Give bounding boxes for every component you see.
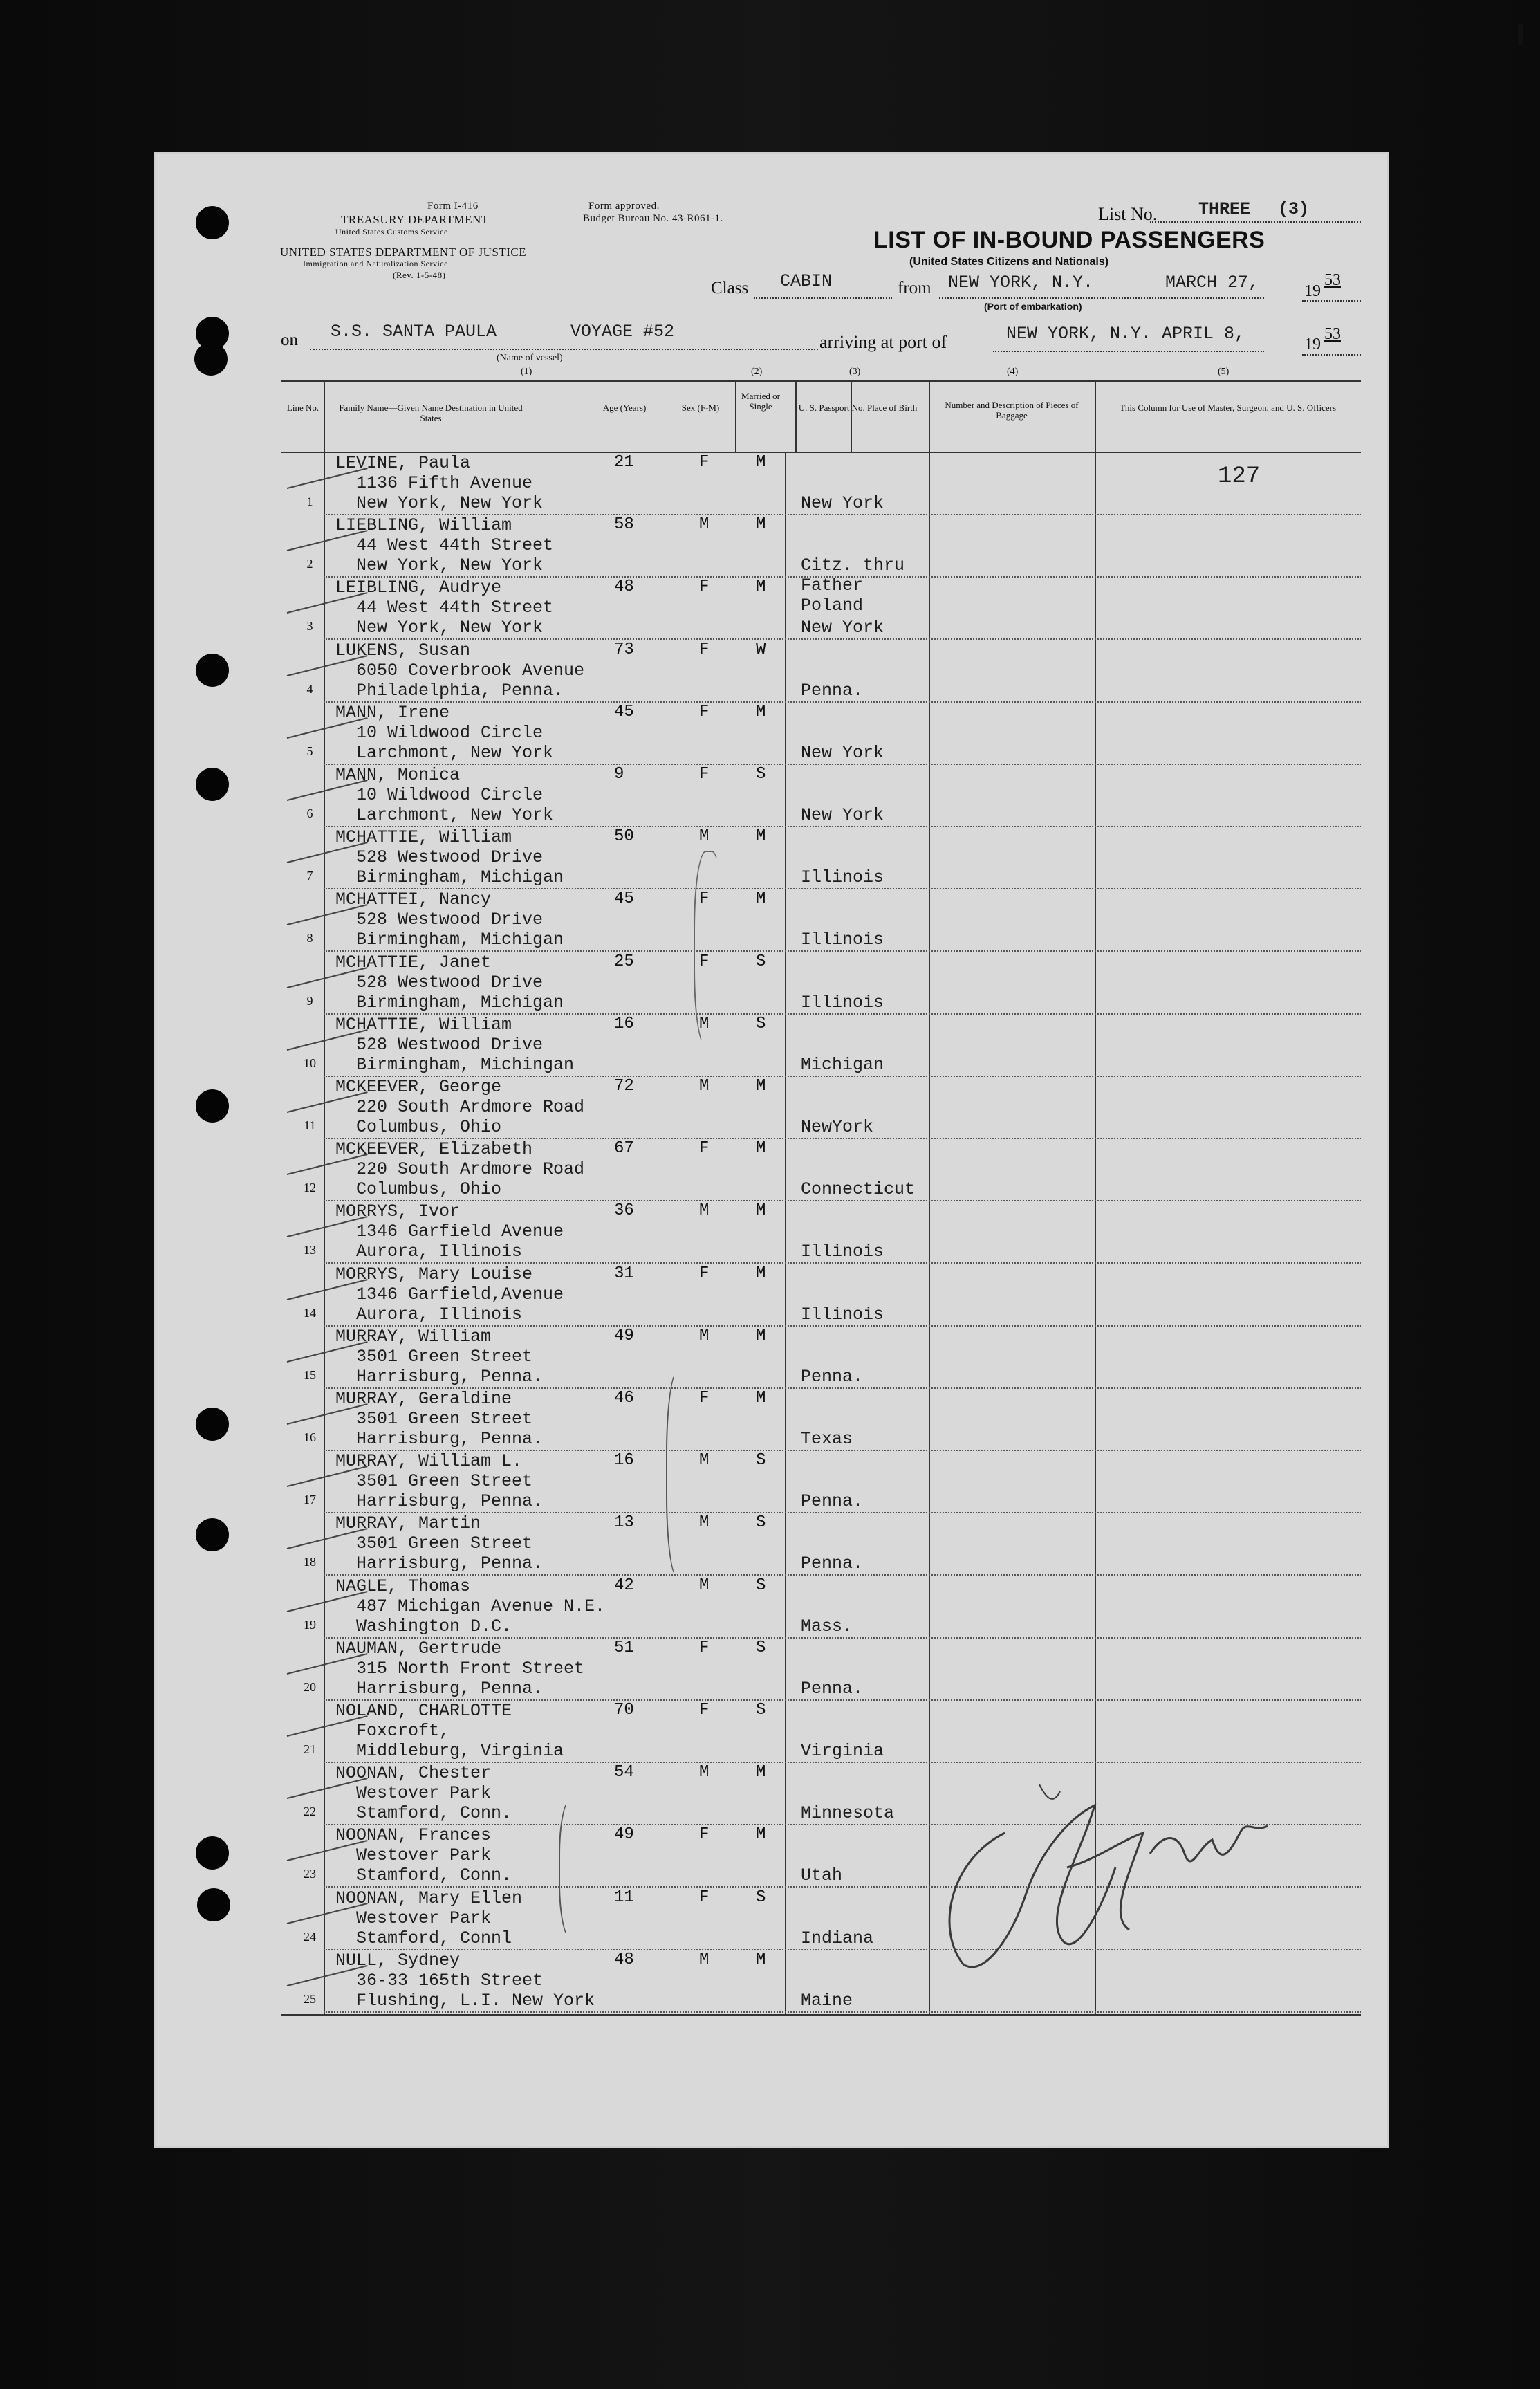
passenger-birthplace: Minnesota [801,1803,895,1824]
passenger-name: MURRAY, William L. [335,1451,523,1472]
passenger-marital-status: S [756,765,766,784]
passenger-address-city: Stamford, Conn. [356,1865,512,1886]
from-year-line [1302,299,1361,302]
passenger-sex: F [699,1701,709,1719]
passenger-age: 25 [614,952,634,971]
passenger-address-street: 528 Westwood Drive [356,1034,544,1055]
passenger-marital-status: S [756,1576,766,1595]
passenger-address-street: Foxcroft, [356,1721,450,1741]
voyage-number: VOYAGE #52 [570,322,675,342]
passenger-birthplace-3: Poland [801,596,864,616]
passenger-name: MCKEEVER, Elizabeth [335,1139,533,1160]
list-no-label: List No. [1098,204,1158,224]
col-number-2: (2) [751,367,763,377]
punch-hole [196,1518,229,1551]
row-line-number: 1 [306,495,313,508]
passenger-list-page [154,152,1389,2148]
punch-hole [196,1089,229,1123]
row-separator [324,764,1361,765]
passenger-marital-status: W [756,640,766,659]
passenger-age: 31 [614,1264,634,1283]
passenger-age: 13 [614,1513,634,1533]
header-name: Family Name—Given Name Destination in United States [339,403,523,423]
row-line-number: 23 [304,1867,316,1881]
passenger-address-street: 220 South Ardmore Road [356,1097,585,1117]
from-label: from [898,279,931,297]
passenger-name: MCHATTIE, Janet [335,952,492,972]
passenger-age: 54 [614,1763,634,1782]
passenger-address-street: 220 South Ardmore Road [356,1159,585,1180]
passenger-birthplace: Illinois [801,1304,884,1325]
passenger-name: LEIBLING, Audrye [335,578,502,598]
passenger-address-city: Harrisburg, Penna. [356,1491,544,1512]
passenger-sex: F [699,952,709,971]
row-line-number: 18 [304,1555,316,1569]
passenger-sex: M [699,1201,709,1221]
row-separator [324,1574,1361,1576]
passenger-address-street: 528 Westwood Drive [356,972,544,993]
col-number-4: (4) [1007,367,1019,377]
passenger-age: 49 [614,1825,634,1845]
row-line-number: 20 [304,1679,316,1694]
col-divider [324,382,325,2015]
passenger-address-city: Larchmont, New York [356,805,554,825]
passenger-birthplace: Illinois [801,1242,884,1262]
passenger-marital-status: S [756,1014,766,1033]
passenger-age: 58 [614,515,634,535]
passenger-name: MCHATTEI, Nancy [335,889,492,910]
passenger-birthplace: Michigan [801,1054,884,1075]
row-line-number: 25 [304,1991,316,2006]
passenger-address-city: New York, New York [356,493,544,513]
passenger-marital-status: M [756,827,766,847]
pencil-bracket [666,1369,696,1580]
passenger-name: NOONAN, Chester [335,1763,492,1784]
passenger-address-city: Stamford, Connl [356,1928,512,1948]
list-no-value: THREE [1198,199,1251,219]
passenger-address-street: 3501 Green Street [356,1471,533,1492]
passenger-sex: F [699,453,709,472]
passenger-birthplace: New York [801,493,884,513]
row-line-number: 14 [304,1305,316,1320]
passenger-age: 73 [614,640,634,659]
passenger-name: MCHATTIE, William [335,827,512,848]
vessel-name: S.S. SANTA PAULA [331,322,497,342]
passenger-age: 45 [614,702,634,721]
passenger-address-city: Larchmont, New York [356,742,554,763]
passenger-birthplace: Illinois [801,867,884,888]
passenger-birthplace: Indiana [801,1928,874,1948]
pencil-bracket [559,1798,589,1939]
row-separator [324,701,1361,703]
passenger-marital-status: S [756,1701,766,1719]
row-line-number: 17 [304,1493,316,1507]
col-divider [735,382,736,452]
passenger-address-street: 10 Wildwood Circle [356,722,544,743]
header-line-no: Line No. [286,403,319,413]
passenger-age: 51 [614,1638,634,1657]
dept-treasury-sub: United States Customs Service [335,227,448,237]
passenger-address-city: Aurora, Illinois [356,1242,523,1262]
punch-hole [196,1408,229,1441]
passenger-sex: M [699,515,709,535]
passenger-age: 16 [614,1014,634,1033]
dept-treasury: TREASURY DEPARTMENT [341,213,489,226]
col-number-3: (3) [849,367,861,377]
passenger-birthplace: New York [801,805,884,825]
passenger-address-street: 315 North Front Street [356,1658,585,1679]
arriving-year-prefix: 19 [1304,335,1321,353]
vessel-line [310,347,818,350]
passenger-name: MANN, Irene [335,702,450,723]
passenger-marital-status: S [756,952,766,971]
form-approved: Form approved. [588,201,660,212]
passenger-marital-status: M [756,1077,766,1096]
passenger-sex: M [699,1763,709,1782]
passenger-sex: F [699,889,709,909]
passenger-birthplace: New York [801,618,884,638]
passenger-name: MURRAY, Geraldine [335,1389,512,1409]
header-age: Age (Years) [602,403,647,413]
passenger-address-city: Columbus, Ohio [356,1179,502,1200]
passenger-address-city: Birmingham, Michigan [356,867,564,888]
passenger-birthplace: NewYork [801,1117,874,1137]
passenger-address-city: Birmingham, Michigan [356,992,564,1013]
passenger-address-street: 1346 Garfield,Avenue [356,1284,564,1304]
passenger-marital-status: M [756,1264,766,1283]
passenger-sex: F [699,640,709,659]
row-line-number: 11 [304,1118,316,1132]
passenger-birthplace: Penna. [801,1491,864,1512]
passenger-age: 42 [614,1576,634,1595]
passenger-address-city: Harrisburg, Penna. [356,1429,544,1449]
passenger-address-city: Washington D.C. [356,1616,512,1636]
passenger-marital-status: M [756,1950,766,1969]
punch-hole [196,1836,229,1870]
from-port: NEW YORK, N.Y. [948,273,1094,293]
passenger-birthplace: Penna. [801,1553,864,1574]
passenger-name: NULL, Sydney [335,1950,461,1971]
arriving-year: 53 [1324,325,1341,343]
dept-justice-sub: Immigration and Naturalization Service [303,259,448,268]
passenger-marital-status: M [756,889,766,909]
passenger-address-city: Harrisburg, Penna. [356,1553,544,1574]
arriving-label: arriving at port of [819,332,947,352]
passenger-sex: F [699,1264,709,1283]
passenger-address-street: Westover Park [356,1845,492,1866]
passenger-marital-status: M [756,578,766,597]
row-line-number: 8 [306,931,313,946]
from-year: 53 [1324,271,1341,289]
passenger-address-street: 3501 Green Street [356,1533,533,1554]
class-line [754,296,892,299]
passenger-marital-status: S [756,1451,766,1470]
passenger-address-city: New York, New York [356,618,544,638]
arriving-line [993,349,1264,352]
passenger-name: MURRAY, Martin [335,1513,481,1534]
header-passport: U. S. Passport No. Place of Birth [798,403,918,413]
passenger-sex: M [699,1451,709,1470]
passenger-birthplace-2: Father [801,575,864,596]
passenger-sex: M [699,1077,709,1096]
passenger-sex: M [699,1326,709,1345]
passenger-address-city: Middleburg, Virginia [356,1741,564,1761]
row-line-number: 7 [306,869,313,883]
passenger-age: 49 [614,1326,634,1345]
row-line-number: 4 [306,681,313,696]
row-line-number: 21 [304,1742,316,1756]
page-count-annotation: 127 [1218,463,1261,490]
punch-hole [196,768,229,801]
passenger-sex: M [699,1576,709,1595]
punch-hole [194,342,228,376]
passenger-age: 36 [614,1201,634,1221]
passenger-birthplace: Utah [801,1865,843,1886]
passenger-age: 70 [614,1701,634,1719]
passenger-birthplace: Citz. thru [801,555,905,576]
passenger-age: 16 [614,1451,634,1470]
passenger-sex: F [699,702,709,721]
passenger-sex: F [699,1389,709,1408]
passenger-sex: F [699,1638,709,1657]
passenger-name: NOONAN, Frances [335,1825,492,1846]
passenger-age: 72 [614,1077,634,1096]
passenger-address-city: New York, New York [356,555,544,576]
punch-hole [197,1888,230,1921]
passenger-sex: F [699,765,709,784]
passenger-address-city: Harrisburg, Penna. [356,1678,544,1699]
passenger-sex: M [699,1014,709,1033]
passenger-name: MORRYS, Mary Louise [335,1264,533,1284]
passenger-marital-status: M [756,1763,766,1782]
page-title: LIST OF IN-BOUND PASSENGERS [873,227,1265,253]
passenger-age: 21 [614,453,634,472]
passenger-name: MCKEEVER, George [335,1077,502,1097]
from-line [939,296,1264,299]
passenger-name: MANN, Monica [335,765,461,785]
passenger-name: NOONAN, Mary Ellen [335,1888,523,1908]
passenger-marital-status: M [756,453,766,472]
passenger-address-city: Flushing, L.I. New York [356,1990,595,2011]
passenger-birthplace: Maine [801,1990,853,2011]
passenger-name: MORRYS, Ivor [335,1201,461,1222]
passenger-name: LIEBLING, William [335,515,512,536]
passenger-marital-status: M [756,1825,766,1845]
col-number-5: (5) [1218,367,1230,377]
passenger-address-city: Birmingham, Michingan [356,1054,575,1075]
passenger-sex: M [699,827,709,847]
passenger-address-city: Columbus, Ohio [356,1117,502,1137]
passenger-birthplace: New York [801,742,884,763]
row-line-number: 2 [306,557,313,571]
passenger-age: 9 [614,765,624,784]
row-line-number: 12 [304,1181,316,1195]
row-line-number: 3 [306,619,313,634]
col-number-1: (1) [521,367,532,377]
row-separator [324,2011,1361,2013]
passenger-address-street: 1136 Fifth Avenue [356,473,533,493]
row-separator [324,1200,1361,1201]
col-divider [795,382,797,452]
passenger-name: MCHATTIE, William [335,1014,512,1035]
class-label: Class [711,279,749,297]
passenger-name: LUKENS, Susan [335,640,471,661]
row-line-number: 5 [306,744,313,758]
passenger-name: NOLAND, CHARLOTTE [335,1701,512,1721]
page-subtitle: (United States Citizens and Nationals) [909,256,1109,268]
class-value: CABIN [780,271,833,291]
table-bottom-rule [281,2014,1361,2016]
passenger-address-street: 3501 Green Street [356,1409,533,1429]
from-date: MARCH 27, [1165,273,1259,293]
passenger-marital-status: S [756,1888,766,1907]
table-top-rule [281,380,1361,382]
passenger-birthplace: Texas [801,1429,853,1449]
scan-mark [1518,24,1523,45]
passenger-address-street: 36-33 165th Street [356,1970,544,1991]
passenger-address-street: 1346 Garfield Avenue [356,1221,564,1242]
row-line-number: 13 [304,1243,316,1257]
passenger-birthplace: Virginia [801,1741,884,1761]
punch-hole [196,654,229,687]
passenger-address-city: Aurora, Illinois [356,1304,523,1325]
passenger-address-street: 6050 Coverbrook Avenue [356,660,585,681]
form-revision: (Rev. 1-5-48) [393,270,446,280]
passenger-birthplace: Illinois [801,930,884,950]
passenger-name: MURRAY, William [335,1326,492,1347]
row-line-number: 9 [306,993,313,1008]
budget-bureau: Budget Bureau No. 43-R061-1. [583,213,723,224]
row-line-number: 15 [304,1367,316,1382]
passenger-birthplace: Illinois [801,992,884,1013]
row-line-number: 16 [304,1430,316,1444]
passenger-birthplace: Connecticut [801,1179,916,1200]
passenger-age: 46 [614,1389,634,1408]
passenger-marital-status: M [756,515,766,535]
passenger-name: LEVINE, Paula [335,453,471,473]
passenger-sex: F [699,578,709,597]
passenger-marital-status: M [756,1326,766,1345]
passenger-birthplace: Penna. [801,1366,864,1387]
row-separator [324,638,1361,640]
passenger-name: NAGLE, Thomas [335,1576,471,1596]
passenger-address-city: Stamford, Conn. [356,1803,512,1824]
list-no-line [1150,220,1361,223]
passenger-marital-status: S [756,1638,766,1657]
passenger-address-street: 528 Westwood Drive [356,847,544,868]
list-no-paren: (3) [1278,199,1310,219]
row-line-number: 19 [304,1617,316,1632]
passenger-address-street: 44 West 44th Street [356,598,554,618]
row-line-number: 22 [304,1805,316,1819]
passenger-sex: M [699,1513,709,1533]
punch-hole [196,206,229,239]
passenger-sex: F [699,1825,709,1845]
passenger-address-street: Westover Park [356,1908,492,1928]
passenger-address-street: 487 Michigan Avenue N.E. [356,1596,606,1616]
passenger-address-city: Philadelphia, Penna. [356,680,564,701]
dept-justice: UNITED STATES DEPARTMENT OF JUSTICE [280,246,527,259]
passenger-sex: M [699,1950,709,1969]
arriving-year-line [1302,353,1361,356]
passenger-address-city: Birmingham, Michigan [356,930,564,950]
passenger-address-street: 528 Westwood Drive [356,910,544,930]
col-divider [785,452,786,2015]
passenger-age: 67 [614,1139,634,1159]
officer-signature [922,1757,1309,1985]
row-line-number: 10 [304,1055,316,1070]
header-sex: Sex (F-M) [681,403,720,413]
form-number: Form I-416 [427,201,479,212]
passenger-marital-status: M [756,1139,766,1159]
port-embarkation-caption: (Port of embarkation) [984,301,1082,312]
vessel-caption: (Name of vessel) [497,353,563,363]
row-line-number: 6 [306,806,313,820]
arriving-port: NEW YORK, N.Y. APRIL 8, [1006,324,1245,344]
passenger-address-street: 10 Wildwood Circle [356,785,544,805]
passenger-age: 11 [614,1888,634,1907]
passenger-marital-status: S [756,1513,766,1533]
passenger-age: 48 [614,1950,634,1969]
passenger-birthplace: Penna. [801,680,864,701]
row-line-number: 24 [304,1929,316,1944]
passenger-marital-status: M [756,1201,766,1221]
passenger-birthplace: Penna. [801,1678,864,1699]
passenger-address-street: Westover Park [356,1783,492,1804]
pencil-bracket [694,851,724,1047]
header-married: Married or Single [741,391,780,412]
from-year-prefix: 19 [1304,282,1321,300]
passenger-marital-status: M [756,1389,766,1408]
passenger-sex: F [699,1139,709,1159]
passenger-sex: F [699,1888,709,1907]
passenger-marital-status: M [756,702,766,721]
header-officers: This Column for Use of Master, Surgeon, and U. S. Officers [1119,403,1337,413]
col-divider [851,382,852,452]
on-label: on [281,331,298,349]
passenger-age: 48 [614,578,634,597]
passenger-age: 45 [614,889,634,909]
passenger-age: 50 [614,827,634,847]
passenger-name: NAUMAN, Gertrude [335,1638,502,1659]
passenger-address-city: Harrisburg, Penna. [356,1366,544,1387]
passenger-birthplace: Mass. [801,1616,853,1636]
passenger-address-street: 3501 Green Street [356,1346,533,1367]
header-baggage: Number and Description of Pieces of Baggage [945,400,1079,421]
passenger-address-street: 44 West 44th Street [356,535,554,556]
